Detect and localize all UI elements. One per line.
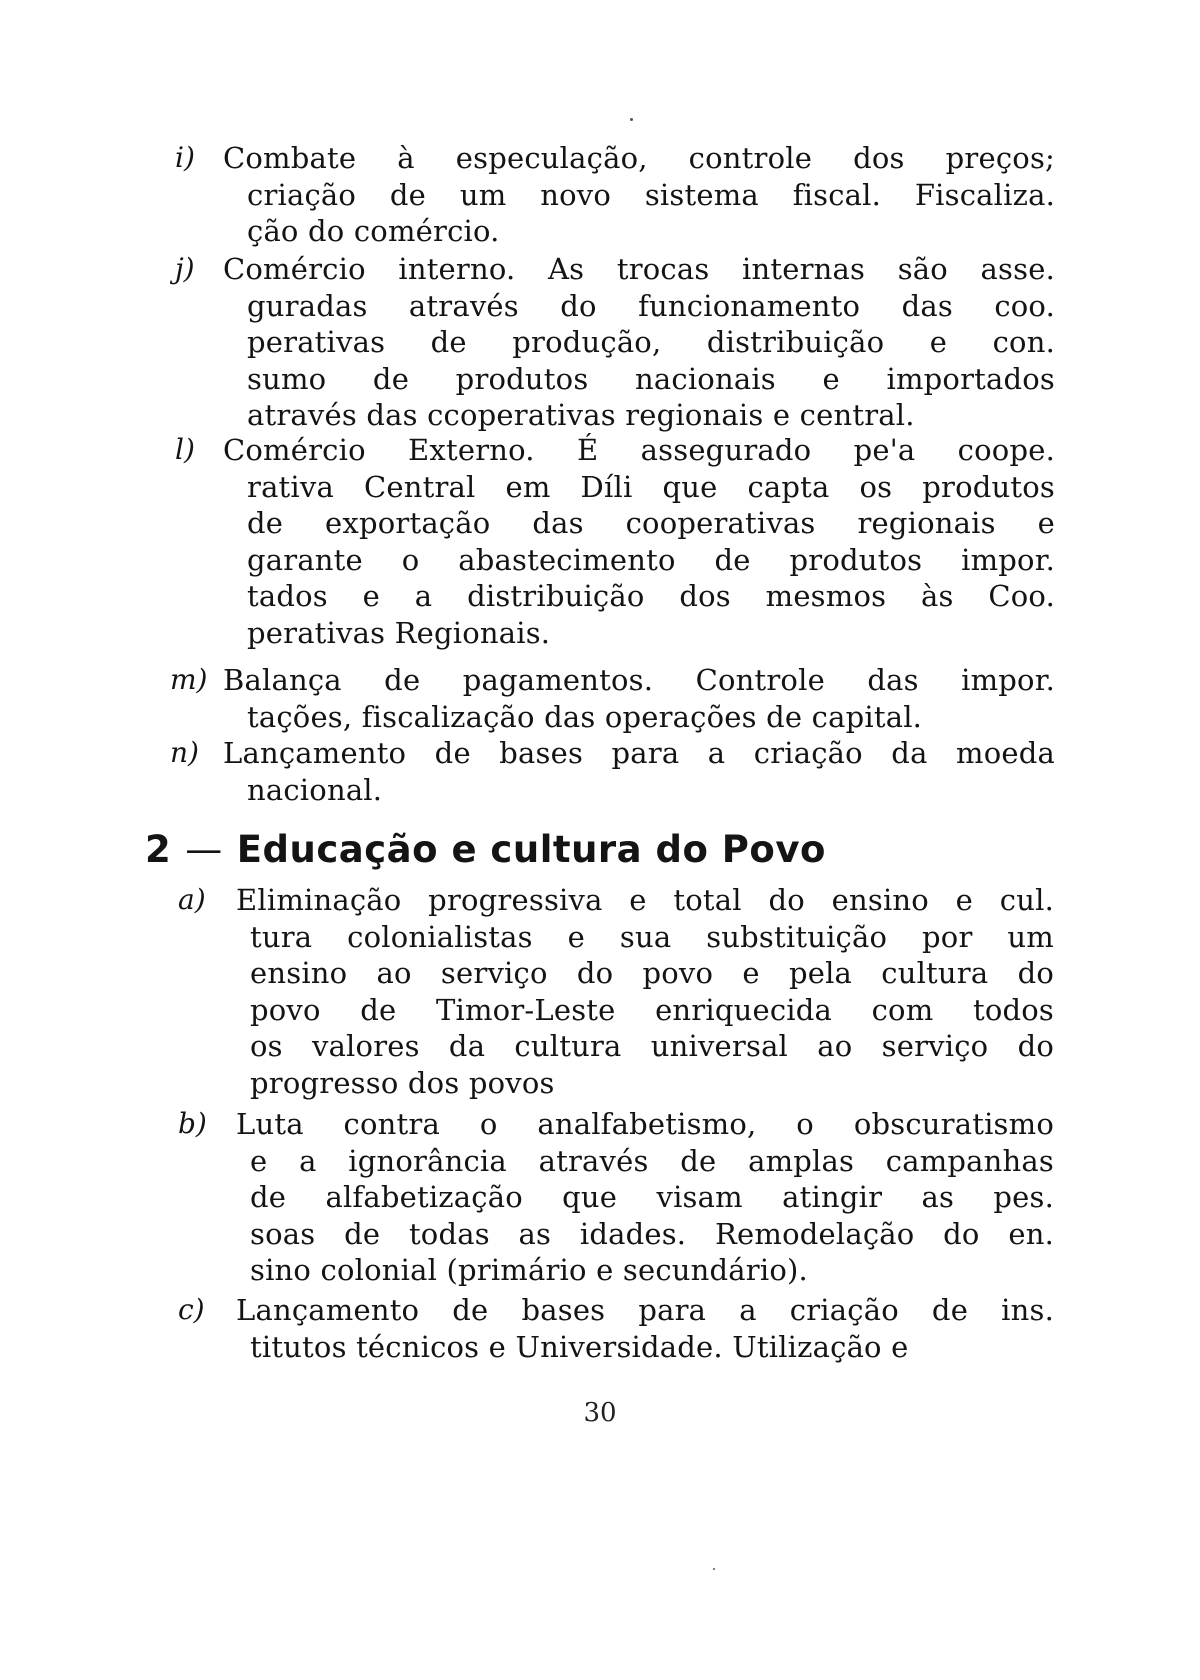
item-text-line: tações, fiscalização das operações de capital. [247,699,923,734]
item-text-line: criação de um novo sistema fiscal. Fiscaliza. [247,177,1055,212]
item-text-line: perativas de produção, distribuição e con. [247,325,1055,359]
item-text-line: de exportação das cooperativas regionais e [247,506,1055,540]
item-text-line: Lançamento de bases para a criação de ins. [236,1293,1054,1327]
section-heading [145,826,826,874]
item-text-line: sino colonial (primário e secundário). [250,1253,808,1287]
section-title: Educação e cultura do Povo [236,828,826,871]
item-text-line: e a ignorância através de amplas campanhas [250,1143,1054,1178]
item-marker: a) [178,883,206,916]
list-item [178,1106,1054,1289]
item-text-line: guradas através do funcionamento das coo. [247,288,1055,323]
item-text-line: Luta contra o analfabetismo, o obscuratismo [236,1107,1054,1141]
item-text-line: perativas Regionais. [247,615,551,650]
item-text-line: soas de todas as idades. Remodelação do en. [250,1216,1054,1251]
list-item [170,662,1055,735]
item-text-line: os valores da cultura universal ao serviço do [250,1029,1054,1063]
item-text-line: progresso dos povos [250,1065,555,1100]
item-text-line: titutos técnicos e Universidade. Utilização e [250,1329,909,1364]
item-text-line: Combate à especulação, controle dos preços; [223,141,1055,175]
item-text-line: ção do comércio. [247,214,500,248]
item-text-line: rativa Central em Díli que capta os produtos [247,469,1055,504]
item-text-line: nacional. [247,772,383,807]
item-text-line: Comércio interno. As trocas internas são asse. [223,252,1055,286]
section-number: 2 [145,828,172,871]
item-text-line: Eliminação progressiva e total do ensino e cul. [236,883,1054,917]
item-text-line: povo de Timor-Leste enriquecida com todos [250,992,1054,1027]
item-marker: j) [175,252,195,285]
item-marker: i) [175,141,195,174]
item-text-line: de alfabetização que visam atingir as pes. [250,1180,1054,1214]
item-marker: c) [178,1293,205,1326]
item-text-line: através das ccoperativas regionais e central. [247,398,915,432]
section-dash: — [185,828,223,871]
item-text-line: garante o abastecimento de produtos impor. [247,542,1055,577]
list-item [175,140,1055,250]
item-marker: m) [170,663,208,696]
scan-speck [713,1568,715,1570]
list-item [178,882,1054,1101]
list-item [175,251,1055,434]
item-marker: n) [170,736,199,769]
item-text-line: Comércio Externo. É assegurado pe'a coope. [223,433,1055,467]
item-text-line: tados e a distribuição dos mesmos às Coo. [247,579,1055,613]
page-number: 30 [583,1398,617,1428]
item-text-line: tura colonialistas e sua substituição por um [250,919,1054,954]
item-text-line: sumo de produtos nacionais e importados [247,361,1055,396]
item-marker: l) [175,433,195,466]
item-text-line: ensino ao serviço do povo e pela cultura do [250,956,1054,990]
scan-speck [630,118,633,121]
list-item [170,735,1055,808]
item-text-line: Lançamento de bases para a criação da moeda [223,736,1055,770]
list-item [175,432,1055,651]
list-item [178,1292,1054,1365]
item-text-line: Balança de pagamentos. Controle das impor. [223,663,1055,697]
item-marker: b) [178,1107,207,1140]
